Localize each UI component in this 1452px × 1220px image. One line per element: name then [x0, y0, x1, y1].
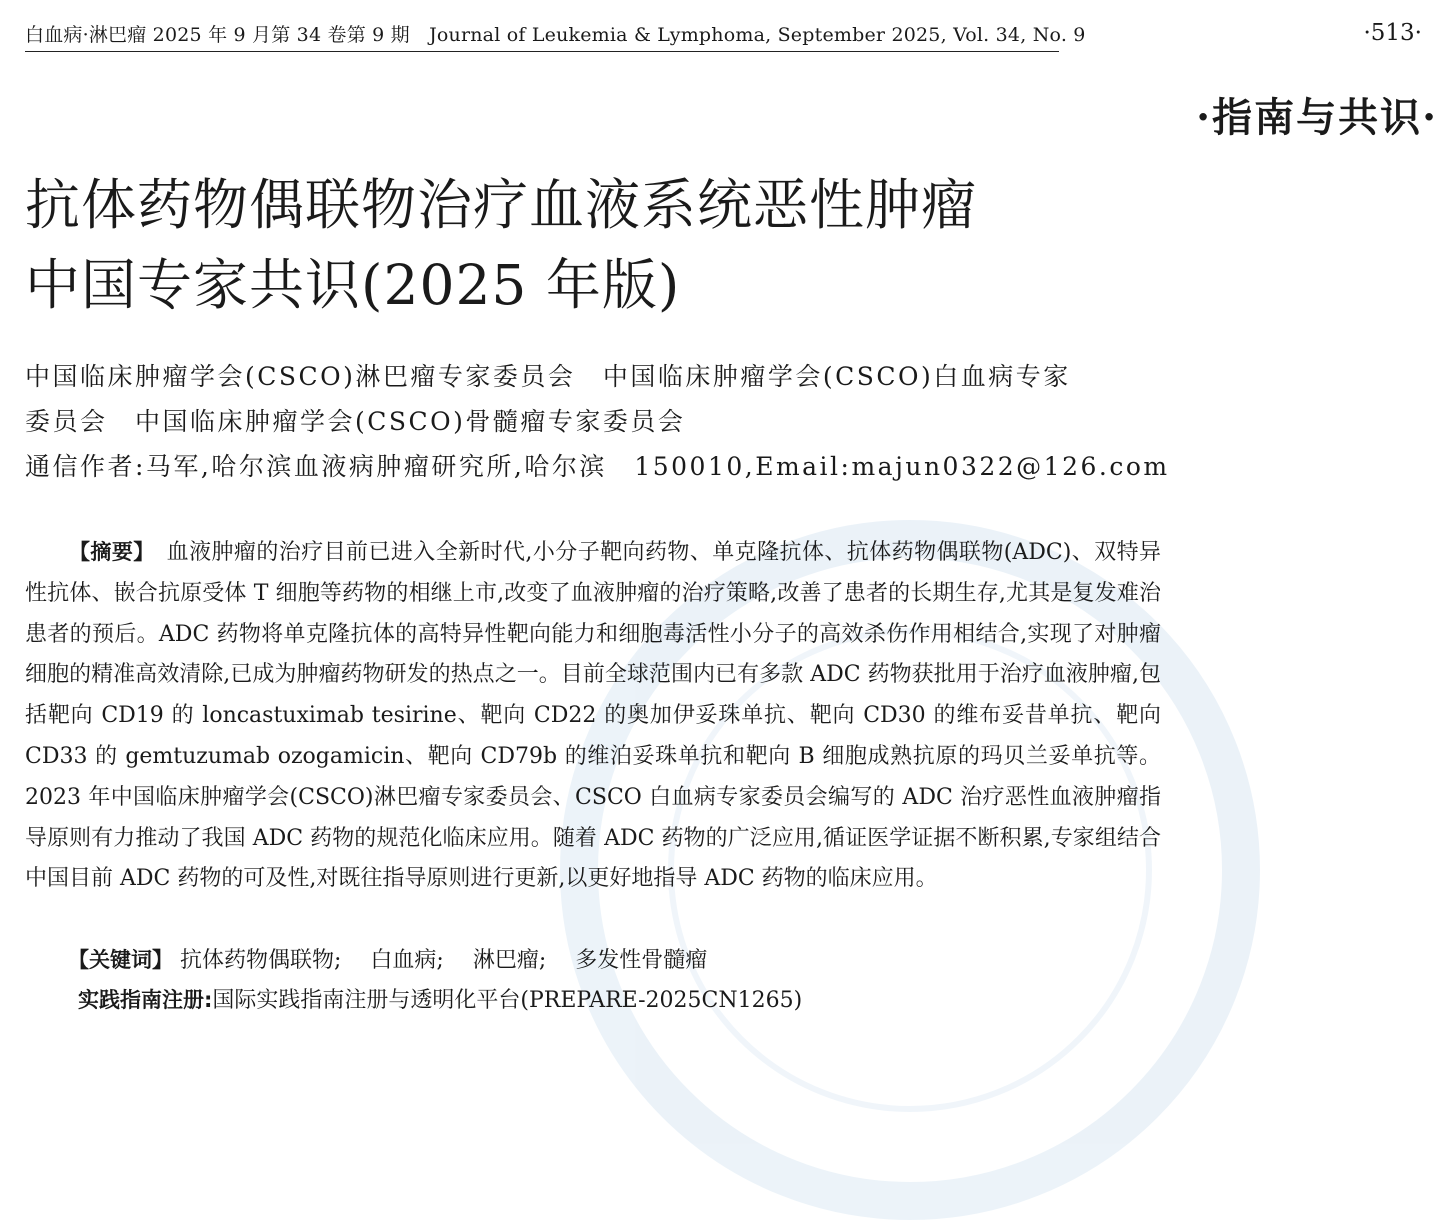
keywords	[68, 940, 729, 981]
authors-line-2: 委员会 中国临床肿瘤学会(CSCO)骨髓瘤专家委员会	[25, 407, 686, 436]
guideline-registration	[78, 980, 802, 1021]
authors-line-1: 中国临床肿瘤学会(CSCO)淋巴瘤专家委员会 中国临床肿瘤学会(CSCO)白血病专家	[25, 362, 1071, 391]
registration-label: 实践指南注册:	[78, 988, 213, 1012]
title-line-2: 中国专家共识(2025 年版)	[25, 253, 681, 317]
abstract-text: 血液肿瘤的治疗目前已进入全新时代,小分子靶向药物、单克隆抗体、抗体药物偶联物(ADC)、双特异性抗体、嵌合抗原受体 T 细胞等药物的相继上市,改变了血液肿瘤的治疗策略,改善了患者的长期生存,尤其是复发难治患者的预后。ADC 药物将单克隆抗体的高特异性靶向能力和细胞毒活性小分子的高效杀伤作用相结合,实现了对肿瘤细胞的精准高效清除,已成为肿瘤药物研发的热点之一。目前全球范围内已有多款 ADC 药物获批用于治疗血液肿瘤,包括靶向 CD19 的 loncastuximab tesirine、靶向 CD22 的奥加伊妥珠单抗、靶向 CD30 的维布妥昔单抗、靶向 CD33 的 gemtuzumab ozogamicin、靶向 CD79b 的维泊妥珠单抗和靶向 B 细胞成熟抗原的玛贝兰妥单抗等。2023 年中国临床肿瘤学会(CSCO)淋巴瘤专家委员会、CSCO 白血病专家委员会编写的 ADC 治疗恶性血液肿瘤指导原则有力推动了我国 ADC 药物的规范化临床应用。随着 ADC 药物的广泛应用,循证医学证据不断积累,专家组结合中国目前 ADC 药物的可及性,对既往指导原则进行更新,以更好地指导 ADC 药物的临床应用。	[25, 540, 1161, 892]
abstract	[25, 532, 1161, 900]
keywords-label: 【关键词】	[68, 948, 173, 972]
registration-text: 国际实践指南注册与透明化平台(PREPARE-2025CN1265)	[212, 988, 803, 1013]
running-head: 白血病·淋巴瘤 2025 年 9 月第 34 卷第 9 期 Journal of Leukemia & Lymphoma, September 2025, Vol. 34, No. 9	[25, 20, 1059, 52]
author-block	[25, 354, 1170, 489]
section-tag: ·指南与共识·	[1196, 94, 1438, 141]
keyword-item: 抗体药物偶联物;	[180, 948, 342, 973]
abstract-label: 【摘要】	[69, 540, 145, 564]
correspondence-line: 通信作者:马军,哈尔滨血液病肿瘤研究所,哈尔滨 150010,Email:majun0322@126.com	[25, 452, 1170, 481]
keyword-item: 多发性骨髓瘤	[575, 948, 708, 973]
title-line-1: 抗体药物偶联物治疗血液系统恶性肿瘤	[25, 173, 978, 237]
article-title	[25, 165, 977, 325]
keyword-item: 淋巴瘤;	[472, 948, 547, 973]
keyword-item: 白血病;	[370, 948, 444, 973]
page-number: ·513·	[1363, 20, 1422, 46]
